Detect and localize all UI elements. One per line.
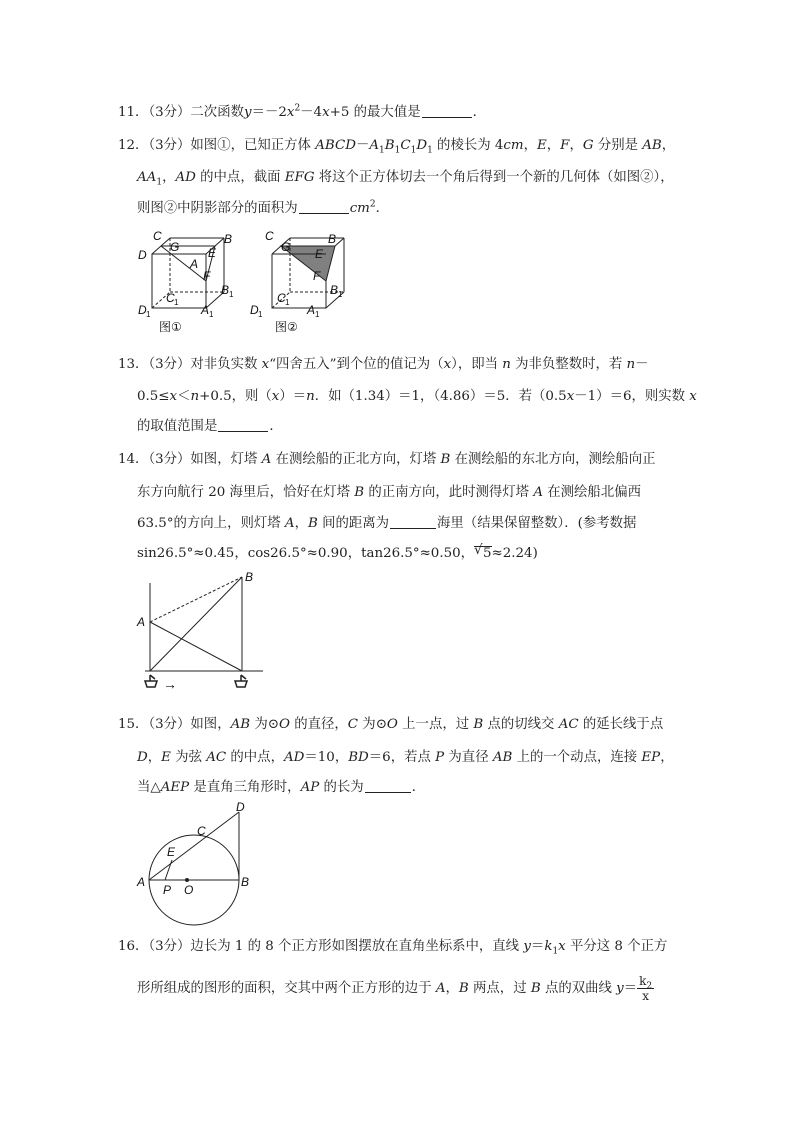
q16-text: 形所组成的图形的面积，交其中两个正方形的边于: [137, 981, 436, 996]
q11-var: y: [243, 105, 252, 120]
q12-sub: 1: [427, 145, 433, 156]
label-B: B: [245, 570, 254, 584]
label-F: F: [313, 269, 321, 283]
question-12-line-2: [137, 170, 674, 186]
q12-var: E: [537, 138, 547, 153]
cube-figure-1: [135, 228, 245, 338]
q14-text: 海里（结果保留整数）．(参考数据: [437, 516, 637, 531]
q14-radicand: 5: [483, 546, 492, 561]
q16-text: 16．（3分）边长为 1 的 8 个正方形如图摆放在直角坐标系中，直线: [118, 939, 524, 954]
q13-text: 13．（3分）对非负实数: [118, 357, 262, 372]
q14-var: B: [440, 452, 451, 467]
q13-text: 0.5≤: [137, 389, 170, 404]
q12-text: ，: [523, 138, 537, 153]
question-16-line-1: [118, 939, 667, 955]
q15-var: E: [161, 750, 171, 765]
q16-text: ＝: [623, 981, 638, 996]
label-C: C: [197, 824, 206, 838]
figure-caption: 图①: [159, 320, 182, 334]
q13-text: +0.5，则（: [199, 389, 272, 404]
q12-var: cm: [503, 138, 524, 153]
q14-text: 的正南方向，此时测得灯塔: [364, 485, 534, 500]
q16-var: x: [558, 939, 566, 954]
q15-var: O: [278, 717, 290, 732]
label-A: A: [137, 615, 146, 629]
q15-var: AD: [283, 750, 305, 765]
q12-sub: 1: [394, 145, 401, 156]
q14-text: 间的距离为: [317, 516, 390, 531]
q12-text: 12．（3分）如图①，已知正方体: [118, 138, 316, 153]
q13-text: 为非负整数时，若: [510, 357, 627, 372]
label-P: P: [163, 883, 172, 897]
q15-text: ，: [147, 750, 162, 765]
question-14-line-3: [137, 516, 636, 532]
q13-text: ．如（1.34）＝1，（4.86）＝5．若（0.5: [314, 389, 567, 404]
q13-text: “四舍五入”到个位的值记为（: [269, 357, 444, 372]
question-13-line-2: [137, 389, 697, 405]
q15-text: 的中点，: [226, 750, 284, 765]
circle-figure: [135, 802, 265, 927]
q13-var: n: [502, 357, 511, 372]
label-A1: A: [201, 303, 210, 317]
q12-text: ，: [162, 170, 176, 185]
q15-var: AEP: [160, 780, 190, 795]
q13-var: n: [626, 357, 636, 372]
q12-var: F: [560, 138, 570, 153]
q16-text: 点的双曲线: [540, 981, 617, 996]
q13-text: 的取值范围是: [137, 419, 218, 434]
question-11: [118, 105, 486, 121]
answer-blank[interactable]: [390, 516, 436, 529]
label-D1: D: [250, 303, 259, 317]
q15-var: O: [386, 717, 398, 732]
q14-text: 东方向航行 20 海里后，恰好在灯塔: [137, 485, 355, 500]
question-13-line-1: [118, 357, 649, 373]
subscript: 1: [315, 310, 320, 319]
q16-var: y: [523, 939, 531, 954]
q12-var: B: [384, 138, 395, 153]
q15-text: ＝6，若点: [368, 750, 436, 765]
q13-var: x: [169, 389, 178, 404]
q15-text: 的长为: [319, 780, 364, 795]
answer-blank[interactable]: [422, 105, 472, 118]
center-point: [185, 878, 189, 882]
subscript: 1: [258, 310, 263, 319]
question-12-line-1: [118, 138, 675, 154]
q14-text: 14．（3分）如图，灯塔: [118, 452, 262, 467]
q13-text: ＜: [177, 389, 191, 404]
q12-text: 的中点，截面: [195, 170, 285, 185]
q11-var: x: [286, 105, 295, 120]
q13-var: x: [566, 389, 575, 404]
question-13-line-3: [137, 419, 283, 435]
label-D: D: [138, 248, 147, 262]
q14-var: A: [533, 485, 543, 500]
q11-text: 11．（3分）二次函数: [118, 105, 244, 120]
q16-var: k: [544, 939, 553, 954]
label-E: E: [208, 246, 217, 260]
sqrt-sign: √ 5: [474, 543, 492, 561]
q12-var: AA: [137, 170, 157, 185]
q16-text: ＝: [530, 939, 545, 954]
cube-figure-2: [250, 228, 365, 338]
q15-text: 的延长线于点: [578, 717, 664, 732]
q15-var: AB: [492, 750, 513, 765]
q13-var: x: [443, 357, 452, 372]
q12-text: 将这个正方体切去一个角后得到一个新的几何体（如图②），: [314, 170, 674, 185]
q12-var: ABCD: [315, 138, 356, 153]
q13-text: ），即当: [451, 357, 503, 372]
q15-text: 15．（3分）如图，: [118, 717, 231, 732]
q11-text: ＝－2: [251, 105, 287, 120]
q13-var: n: [306, 389, 315, 404]
question-16-line-2: [137, 974, 654, 1003]
q15-var: AP: [300, 780, 320, 795]
q11-exponent: 2: [294, 103, 301, 114]
q14-var: B: [307, 516, 318, 531]
q11-text: ．: [472, 105, 486, 120]
q14-text: 在测绘船北偏西: [543, 485, 641, 500]
q12-var: A: [369, 138, 380, 153]
q12-var: AD: [175, 170, 196, 185]
label-A1: A: [307, 303, 316, 317]
q12-var: G: [582, 138, 594, 153]
question-14-line-1: [118, 452, 655, 468]
q15-var: AC: [558, 717, 579, 732]
q13-var: x: [261, 357, 270, 372]
q12-var: AB: [642, 138, 662, 153]
label-A: A: [190, 257, 199, 271]
q15-var: AB: [230, 717, 251, 732]
subscript: 1: [209, 310, 214, 319]
question-14-line-4: [137, 543, 538, 562]
q14-text: 在测绘船的正北方向，灯塔: [271, 452, 441, 467]
q15-text: ，: [660, 750, 674, 765]
q15-text: 为⊙: [358, 717, 387, 732]
q15-text: 的直径，: [289, 717, 348, 732]
q11-text: +5 的最大值是: [329, 105, 421, 120]
q12-text: －: [355, 138, 370, 153]
q12-sub: 1: [156, 177, 163, 188]
q14-text: 在测绘船的东北方向，测绘船向正: [450, 452, 656, 467]
q14-text: sin26.5°≈0.45，cos26.5°≈0.90，tan26.5°≈0.50，: [137, 546, 475, 561]
lighthouse-figure: [135, 565, 275, 695]
answer-blank[interactable]: [218, 419, 268, 432]
q12-sub: 1: [379, 145, 385, 156]
q16-text: 两点，过: [468, 981, 531, 996]
frac-sub: 2: [646, 981, 653, 992]
question-14-line-2: [137, 485, 641, 501]
q12-var: EFG: [284, 170, 315, 185]
label-B: B: [241, 875, 250, 889]
q16-text: 平分这 8 个正方: [565, 939, 668, 954]
q16-var: B: [530, 981, 541, 996]
label-G: G: [281, 240, 291, 254]
q15-var: AC: [206, 750, 227, 765]
label-C1: C: [277, 291, 286, 305]
q13-var: n: [190, 389, 200, 404]
q16-var: B: [458, 981, 469, 996]
label-B1: B: [330, 283, 339, 297]
label-G: G: [170, 240, 180, 254]
q12-sub: 1: [410, 145, 417, 156]
ship-icon: [145, 675, 157, 687]
q15-text: 为弦: [170, 750, 207, 765]
q12-text: ，: [546, 138, 561, 153]
q13-var: x: [689, 389, 697, 404]
subscript: 1: [229, 290, 234, 299]
q15-text: 点的切线交: [483, 717, 559, 732]
q12-exponent: 2: [369, 199, 376, 210]
question-15-line-1: [118, 717, 663, 733]
q12-text: 的棱长为 4: [432, 138, 504, 153]
label-C: C: [153, 229, 162, 243]
q14-var: B: [354, 485, 365, 500]
q15-text: 上一点，过: [397, 717, 474, 732]
q12-text: ，: [661, 138, 676, 153]
label-A: A: [137, 875, 146, 889]
q14-text: ，: [294, 516, 308, 531]
q15-text: ．: [411, 780, 426, 795]
q16-var: y: [616, 981, 624, 996]
q12-var: D: [416, 138, 428, 153]
q12-var: cm: [349, 201, 370, 216]
frac-numerator: k: [639, 974, 647, 988]
label-D: D: [236, 800, 245, 814]
q14-var: A: [261, 452, 272, 467]
subscript: 1: [285, 298, 290, 307]
arrow-icon: →: [163, 676, 177, 692]
label-D1: D: [138, 303, 147, 317]
q16-text: ，: [445, 981, 459, 996]
label-O: O: [184, 883, 194, 897]
q15-var: P: [435, 750, 445, 765]
answer-blank[interactable]: [299, 201, 349, 214]
q13-text: ．: [269, 419, 283, 434]
label-B1: B: [221, 283, 230, 297]
label-E: E: [315, 247, 324, 261]
q16-var: A: [435, 981, 446, 996]
q11-text: －4: [300, 105, 323, 120]
label-C1: C: [166, 291, 175, 305]
subscript: 1: [338, 290, 343, 299]
q15-var: BD: [348, 750, 369, 765]
q15-var: D: [137, 750, 148, 765]
label-B: B: [328, 232, 337, 246]
q15-var: B: [473, 717, 484, 732]
answer-blank[interactable]: [365, 780, 411, 793]
question-15-line-2: [137, 750, 674, 766]
label-E: E: [167, 845, 176, 859]
q13-text: －1）＝6，则实数: [574, 389, 690, 404]
q15-text: ＝10，: [304, 750, 349, 765]
q12-text: 则图②中阴影部分的面积为: [137, 201, 298, 216]
q15-text: 为直径: [444, 750, 493, 765]
label-C: C: [265, 229, 274, 243]
frac-denominator: x: [642, 989, 650, 1003]
q15-text: 是直角三角形时，: [189, 780, 301, 795]
q15-text: 当△: [137, 780, 161, 795]
q13-text: ）＝: [279, 389, 307, 404]
question-12-line-3: [137, 201, 389, 217]
q16-sub: 1: [552, 946, 559, 957]
q13-text: －: [635, 357, 649, 372]
q13-var: x: [271, 389, 280, 404]
q14-text: 63.5°的方向上，则灯塔: [137, 516, 285, 531]
label-F: F: [203, 269, 211, 283]
subscript: 1: [174, 298, 179, 307]
q14-var: A: [284, 516, 295, 531]
q12-text: ．: [375, 201, 390, 216]
subscript: 1: [146, 310, 151, 319]
q12-text: ，: [569, 138, 583, 153]
q15-text: 上的一个动点，连接: [512, 750, 642, 765]
q15-var: EP: [641, 750, 661, 765]
fraction: [637, 974, 654, 1003]
ship-icon: [235, 675, 247, 687]
q12-text: 分别是: [593, 138, 643, 153]
q11-var: x: [322, 105, 330, 120]
q12-var: C: [400, 138, 411, 153]
question-15-line-3: [137, 780, 425, 796]
label-B: B: [224, 232, 233, 246]
figure-caption: 图②: [275, 320, 298, 334]
q14-text: ≈2.24): [491, 546, 538, 561]
q15-text: 为⊙: [250, 717, 279, 732]
q15-var: C: [347, 717, 359, 732]
